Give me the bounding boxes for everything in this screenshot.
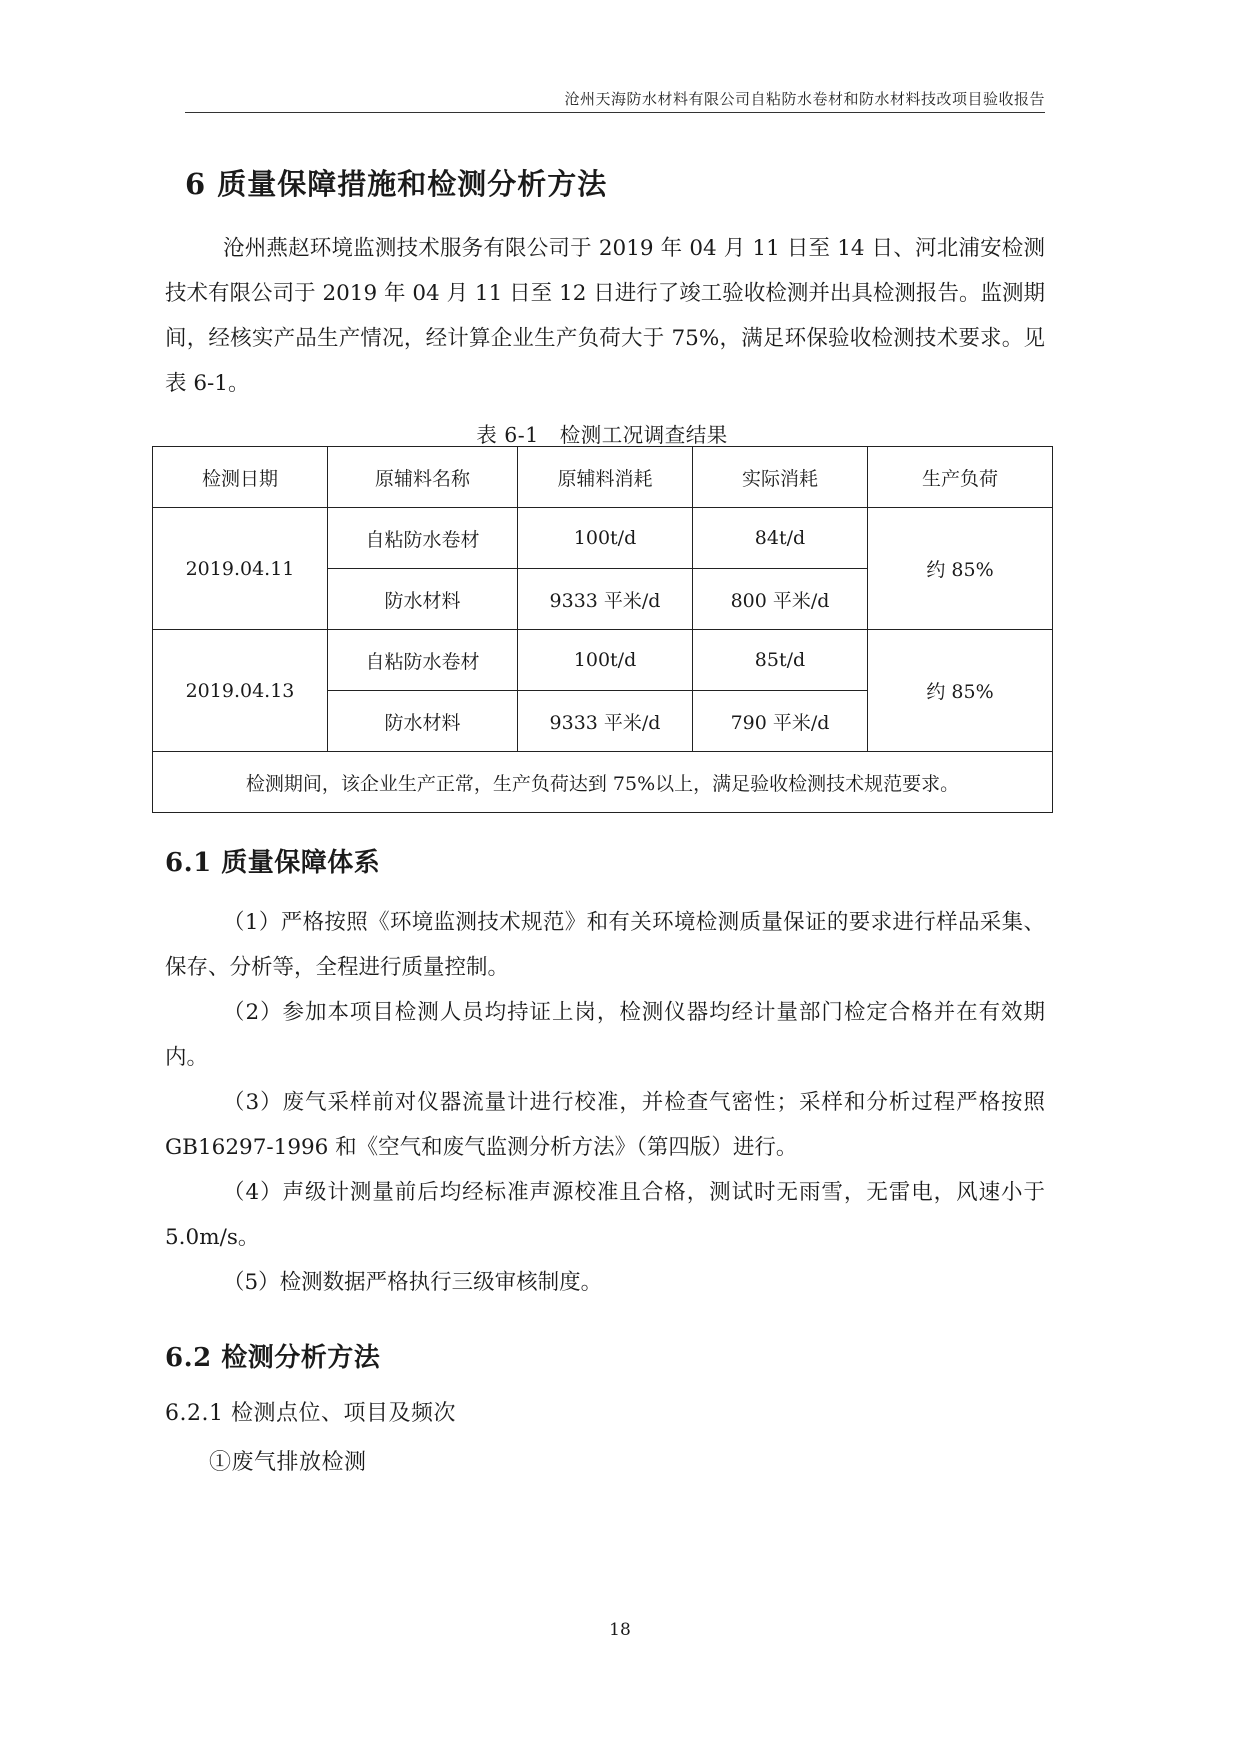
quality-item-2: （2）参加本项目检测人员均持证上岗，检测仪器均经计量部门检定合格并在有效期内。 (165, 1000, 1045, 1070)
quality-item-1: （1）严格按照《环境监测技术规范》和有关环境检测质量保证的要求进行样品采集、保存、分析等，全程进行质量控制。 (165, 910, 1045, 980)
table-header-row (153, 447, 1053, 508)
load-cell: 约 85% (868, 630, 1053, 752)
page-number: 18 (609, 1620, 631, 1640)
header-cell: 原辅料消耗 (518, 447, 693, 508)
section-6-heading: 6 质量保障措施和检测分析方法 (185, 167, 608, 201)
material-cell: 防水材料 (328, 569, 518, 630)
header-divider (185, 112, 1045, 113)
section-6-2-heading: 6.2 检测分析方法 (165, 1343, 381, 1373)
section-6-intro: 沧州燕赵环境监测技术服务有限公司于 2019 年 04 月 11 日至 14 日、河北浦安检测技术有限公司于 2019 年 04 月 11 日至 12 日进行了竣工验收检测并出具检测报告。监测期间，经核实产品生产情况，经计算企业生产负荷大于 75%，满足环保验收检测技术要求。见表 6-1。 (165, 236, 1045, 396)
table-note-row (153, 752, 1053, 813)
running-header: 沧州天海防水材料有限公司自粘防水卷材和防水材料技改项目验收报告 (564, 90, 1045, 108)
exhaust-monitoring-item: ①废气排放检测 (209, 1450, 367, 1475)
material-cell: 自粘防水卷材 (328, 508, 518, 569)
quality-item-5: （5）检测数据严格执行三级审核制度。 (223, 1270, 603, 1295)
load-cell: 约 85% (868, 508, 1053, 630)
table-row (153, 508, 1053, 569)
material-cell: 自粘防水卷材 (328, 630, 518, 691)
actual-consumption-cell: 790 平米/d (693, 691, 868, 752)
date-cell: 2019.04.13 (153, 630, 328, 752)
section-6-1-heading: 6.1 质量保障体系 (165, 848, 381, 878)
table-note: 检测期间，该企业生产正常，生产负荷达到 75%以上，满足验收检测技术规范要求。 (153, 752, 1053, 813)
header-cell: 检测日期 (153, 447, 328, 508)
design-consumption-cell: 100t/d (518, 508, 693, 569)
subsection-6-2-1-heading: 6.2.1 检测点位、项目及频次 (165, 1401, 456, 1426)
table-row (153, 630, 1053, 691)
condition-table (152, 446, 1053, 813)
actual-consumption-cell: 84t/d (693, 508, 868, 569)
date-cell: 2019.04.11 (153, 508, 328, 630)
quality-item-3: （3）废气采样前对仪器流量计进行校准，并检查气密性；采样和分析过程严格按照 GB16297-1996 和《空气和废气监测分析方法》（第四版）进行。 (165, 1090, 1045, 1160)
header-cell: 实际消耗 (693, 447, 868, 508)
actual-consumption-cell: 800 平米/d (693, 569, 868, 630)
quality-item-4: （4）声级计测量前后均经标准声源校准且合格，测试时无雨雪，无雷电，风速小于 5.0m/s。 (165, 1180, 1045, 1250)
design-consumption-cell: 9333 平米/d (518, 569, 693, 630)
header-cell: 原辅料名称 (328, 447, 518, 508)
design-consumption-cell: 9333 平米/d (518, 691, 693, 752)
header-cell: 生产负荷 (868, 447, 1053, 508)
design-consumption-cell: 100t/d (518, 630, 693, 691)
table-caption: 表 6-1 检测工况调查结果 (476, 423, 728, 447)
actual-consumption-cell: 85t/d (693, 630, 868, 691)
material-cell: 防水材料 (328, 691, 518, 752)
